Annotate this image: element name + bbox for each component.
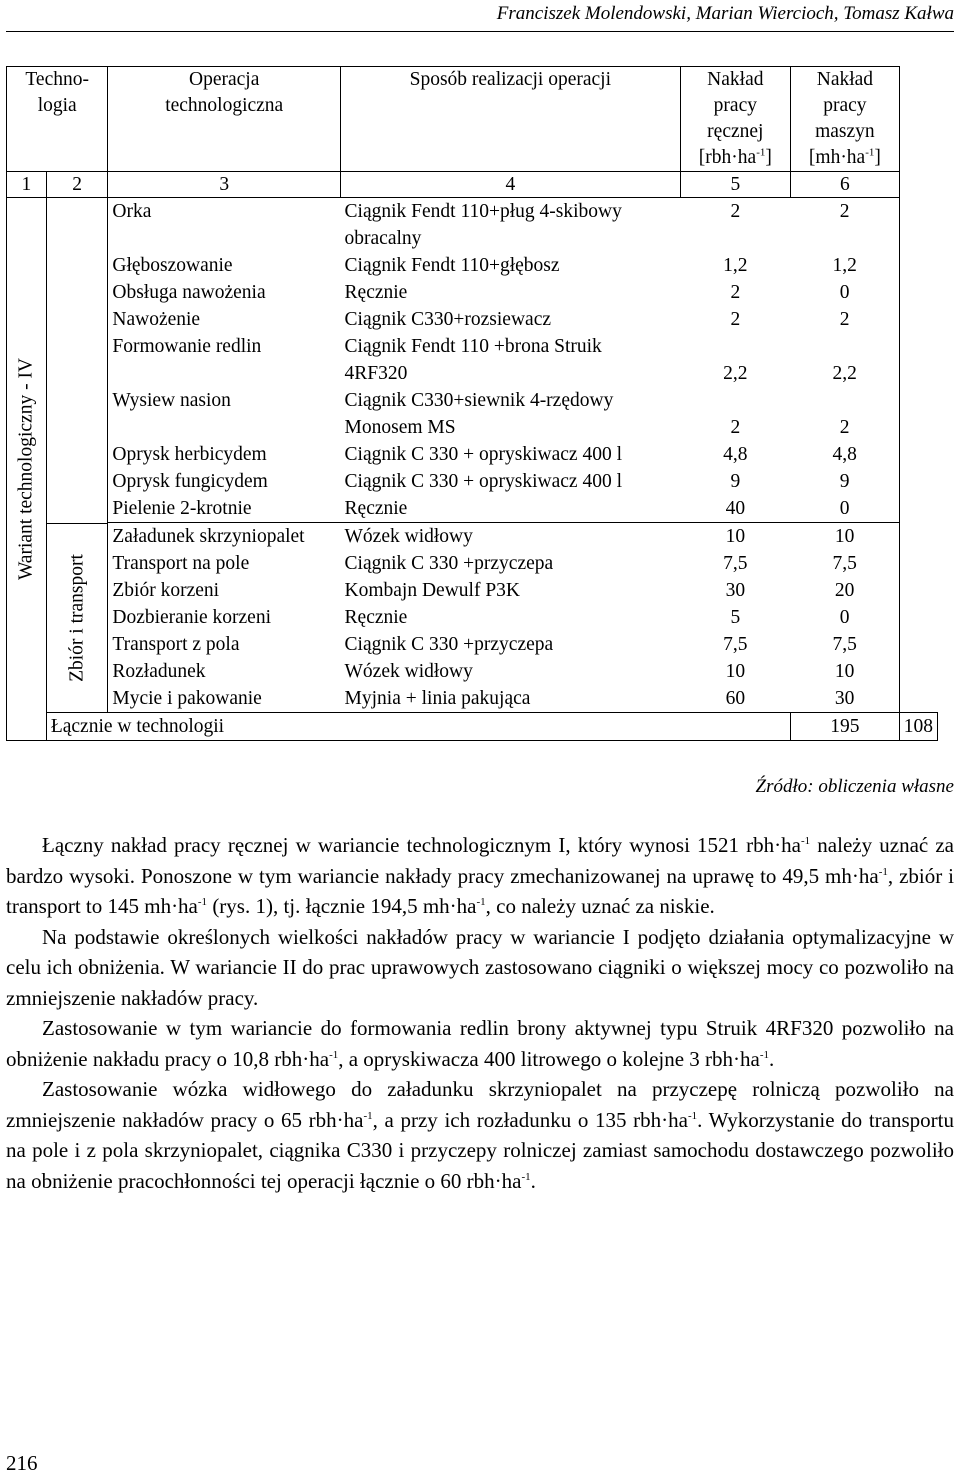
labor-table	[6, 66, 938, 741]
paragraph: Zastosowanie wózka widłowego do załadunku skrzyniopalet na przyczepę rolniczą pozwoliło na zmniejszenie nakładów pracy o 65 $rbh\cdot ha^{-1}$, a przy ich rozładunku o 135 $rbh\cdot ha^{-1}$. Wykorzystanie do transportu na pole i z pola skrzyniopalet, ciągnika C330 i przyczepy rolniczej zamiast samochodu dostawczego pozwoliło na obniżenie pracochłonności tej operacji łącznie o 60 $rbh\cdot ha^{-1}$.	[6, 1077, 954, 1193]
manual-cell: 60	[680, 685, 790, 713]
body-text	[6, 830, 954, 1196]
manual-cell: 2	[730, 309, 741, 330]
machine-cell: 10	[791, 523, 900, 550]
th-sposob: Sposób realizacji operacji	[341, 67, 681, 172]
method-cell: obracalny	[344, 228, 422, 249]
manual-cell: 1,2	[723, 255, 748, 276]
op-cell: Nawożenie	[112, 309, 201, 330]
method-cell: Ciągnik C 330 +przyczepa	[344, 553, 554, 574]
page-number: 216	[6, 1451, 38, 1475]
manual-cell: 10	[725, 526, 746, 547]
col-num: 5	[680, 172, 790, 198]
method-cell: Kombajn Dewulf P3K	[344, 580, 521, 601]
machine-cell: 2,2	[791, 360, 900, 387]
table-row	[7, 441, 938, 468]
op-cell: Oprysk fungicydem	[112, 471, 268, 492]
col-num: 2	[46, 172, 108, 198]
machine-cell: 1,2	[791, 252, 900, 279]
th-operacja: Operacja technologiczna	[108, 67, 341, 172]
total-manual: 195	[791, 713, 900, 741]
manual-cell: 40	[680, 495, 790, 523]
machine-cell: 0	[791, 495, 900, 523]
table-row	[7, 252, 938, 279]
op-cell: Dozbieranie korzeni	[112, 607, 272, 628]
machine-cell: 7,5	[791, 550, 900, 577]
op-cell: Formowanie redlin	[112, 336, 262, 357]
paragraph: Na podstawie określonych wielkości nakładów pracy w wariancie I podjęto działania optymalizacyjne w celu ich obniżenia. W wariancie II do prac uprawowych zastosowano ciągniki o większej mocy co pozwoliło na zmniejszenie nakładów pracy.	[6, 924, 954, 1010]
table-row	[7, 225, 938, 252]
op-cell: Oprysk herbicydem	[112, 444, 267, 465]
method-cell: Ręcznie	[344, 607, 408, 628]
table-row	[7, 604, 938, 631]
table-source: Źródło: obliczenia własne	[755, 776, 954, 797]
op-cell: Pielenie 2-krotnie	[108, 495, 341, 523]
method-cell: Ręcznie	[341, 495, 681, 523]
column-number-row	[7, 172, 938, 198]
table-row	[7, 658, 938, 685]
table-row	[7, 577, 938, 604]
th-naklad-maszyn: Nakład pracy maszyn $[mh\cdot ha^{-1}]$	[791, 67, 900, 172]
op-cell: Obsługa nawożenia	[112, 282, 266, 303]
machine-cell: 10	[791, 658, 900, 685]
table-row	[7, 631, 938, 658]
machine-cell: 2	[791, 198, 900, 226]
manual-cell: 2	[730, 282, 741, 303]
machine-cell: 9	[791, 468, 900, 495]
paragraph: Zastosowanie w tym wariancie do formowania redlin brony aktywnej typu Struik 4RF320 pozwoliło na obniżenie nakładu pracy o 10,8 $rbh\cdot ha^{-1}$, a opryskiwacza 400 litrowego o kolejne 3 $rbh\cdot ha^{-1}$.	[6, 1016, 954, 1071]
machine-cell: 2	[791, 414, 900, 441]
machine-cell: 0	[791, 604, 900, 631]
table-row	[7, 523, 938, 550]
op-cell: Załadunek skrzyniopalet	[112, 526, 305, 547]
op-cell: Mycie i pakowanie	[108, 685, 341, 713]
total-label: Łącznie w technologii	[46, 713, 790, 741]
header-authors: Franciszek Molendowski, Marian Wiercioch, Tomasz Kałwa	[496, 3, 954, 24]
group-variant-cell	[7, 198, 47, 741]
table-row	[7, 468, 938, 495]
paragraph: Łączny nakład pracy ręcznej w wariancie technologicznym I, który wynosi 1521 $rbh\cdot ha^{-1}$ należy uznać za bardzo wysoki. Ponoszone w tym wariancie nakłady pracy zmechanizowanej na uprawę to 49,5 $mh\cdot ha^{-1}$, zbiór i transport to 145 $mh\cdot ha^{-1}$ (rys. 1), tj. łącznie 194,5 $mh\cdot ha^{-1}$, co należy uznać za niskie.	[6, 833, 955, 918]
machine-cell: 7,5	[791, 631, 900, 658]
method-cell: Wózek widłowy	[344, 526, 473, 547]
manual-cell: 10	[725, 661, 746, 682]
table-row	[7, 198, 938, 226]
total-machine: 108	[899, 713, 937, 741]
group-variant-label: Wariant technologiczny - IV	[15, 357, 37, 581]
method-cell: Ciągnik C 330 + opryskiwacz 400 l	[344, 444, 622, 465]
col-num: 3	[108, 172, 341, 198]
col-num: 6	[791, 172, 900, 198]
table-row	[7, 333, 938, 360]
machine-cell: 20	[791, 577, 900, 604]
col-num: 1	[7, 172, 47, 198]
method-cell: 4RF320	[344, 363, 408, 384]
op-cell: Wysiew nasion	[112, 390, 231, 411]
op-cell: Orka	[112, 201, 152, 222]
table-row	[7, 360, 938, 387]
table-row	[7, 550, 938, 577]
manual-cell: 7,5	[723, 634, 748, 655]
table-row	[7, 306, 938, 333]
table-row	[7, 414, 938, 441]
method-cell: Ciągnik Fendt 110+głębosz	[344, 255, 560, 276]
table-header-row	[7, 67, 938, 172]
manual-cell: 2	[730, 417, 741, 438]
machine-cell: 4,8	[791, 441, 900, 468]
machine-cell: 0	[791, 279, 900, 306]
method-cell: Ciągnik C 330 + opryskiwacz 400 l	[344, 471, 622, 492]
manual-cell: 7,5	[723, 553, 748, 574]
col-num: 4	[341, 172, 681, 198]
method-cell: Monosem MS	[344, 417, 456, 438]
th-naklad-reczny: Nakład pracy ręcznej $[rbh\cdot ha^{-1}]$	[680, 67, 790, 172]
op-cell: Transport z pola	[112, 634, 240, 655]
manual-cell: 2	[730, 201, 741, 222]
method-cell: Ręcznie	[344, 282, 408, 303]
manual-cell: 5	[730, 607, 741, 628]
group-harvest-label: Zbiór i transport	[66, 553, 88, 682]
op-cell: Głęboszowanie	[112, 255, 233, 276]
table-row	[7, 387, 938, 414]
op-cell: Rozładunek	[112, 661, 206, 682]
machine-cell: 30	[791, 685, 900, 713]
manual-cell: 2,2	[723, 363, 748, 384]
th-technologia: Techno- logia	[7, 67, 108, 172]
manual-cell: 30	[725, 580, 746, 601]
machine-cell: 2	[791, 306, 900, 333]
method-cell: Myjnia + linia pakująca	[341, 685, 681, 713]
method-cell: Ciągnik Fendt 110 +brona Struik	[344, 336, 602, 357]
method-cell: Ciągnik C330+siewnik 4-rzędowy	[344, 390, 614, 411]
method-cell: Ciągnik C 330 +przyczepa	[344, 634, 554, 655]
running-header	[6, 0, 954, 32]
op-cell: Zbiór korzeni	[112, 580, 220, 601]
op-cell: Transport na pole	[112, 553, 250, 574]
table-total-row	[7, 713, 938, 741]
manual-cell: 9	[730, 471, 741, 492]
method-cell: Ciągnik C330+rozsiewacz	[344, 309, 552, 330]
method-cell: Ciągnik Fendt 110+pług 4-skibowy	[344, 201, 622, 222]
table-row	[7, 279, 938, 306]
manual-cell: 4,8	[723, 444, 748, 465]
group-harvest-cell	[46, 523, 108, 713]
method-cell: Wózek widłowy	[344, 661, 473, 682]
table-row	[7, 495, 938, 523]
table-row	[7, 685, 938, 713]
